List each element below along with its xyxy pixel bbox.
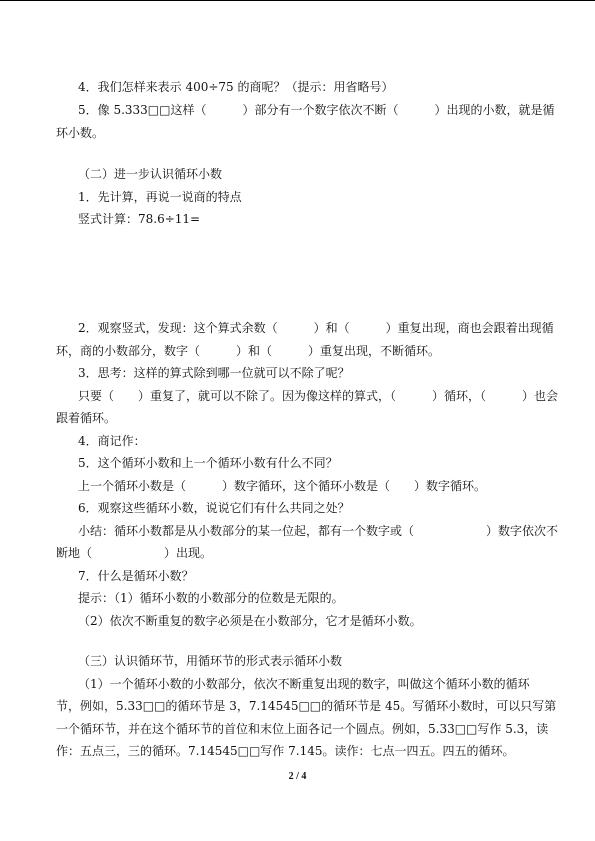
step-5-answer: 上一个循环小数是（ ）数字循环，这个循环小数是（ ）数字循环。 [78,479,487,493]
question-5-cont: 环小数。 [56,126,105,140]
vertical-calc-prompt: 竖式计算：78.6÷11= [78,212,201,226]
definition-para-line-4: 作：五点三，三的循环。7.14545□□写作 7.145。读作：七点一四五。四五的循环。 [56,744,515,758]
step-4: 4．商记作： [78,434,146,448]
definition-para-line-2: 节，例如，5.33□□的循环节是 3，7.14545□□的循环节是 45。写循环小数时，可以只写第 [56,699,557,713]
step-5: 5．这个循环小数和上一个循环小数有什么不同？ [78,456,338,470]
page-number: 2 / 4 [288,771,307,782]
step-6: 6．观察这些循环小数，说说它们有什么共同之处？ [78,501,350,515]
hint-1: 提示：（1）循环小数的小数部分的位数是无限的。 [78,591,344,605]
header-rule [0,0,595,1]
question-5: 5．像 5.333□□这样（ ）部分有一个数字依次不断（ ）出现的小数，就是循 [78,103,555,117]
hint-2: （2）依次不断重复的数字必须是在小数部分，它才是循环小数。 [78,614,422,628]
step-3-answer: 只要（ ）重复了，就可以不除了。因为像这样的算式，（ ）循环，（ ）也会 [78,389,559,403]
step-7: 7．什么是循环小数？ [78,569,194,583]
question-4: 4．我们怎样来表示 400÷75 的商呢？（提示：用省略号） [78,80,394,94]
definition-para: （1）一个循环小数的小数部分，依次不断重复出现的数字，叫做这个循环小数的循环 [78,677,530,691]
definition-para-line-3: 一个循环节，并在这个循环节的首位和末位上面各记一个圆点。例如，5.33□□写作 5.3，读 [56,722,549,736]
summary-cont: 断地（ ）出现。 [56,546,213,560]
step-2: 2．观察竖式，发现：这个算式余数（ ）和（ ）重复出现，商也会跟着出现循 [78,321,554,335]
summary: 小结：循环小数都是从小数部分的某一位起，都有一个数字或（ ）数字依次不 [78,524,559,538]
step-3: 3．思考：这样的算式除到哪一位就可以不除了呢？ [78,366,350,380]
section-heading-2: （二）进一步认识循环小数 [78,167,223,181]
step-1: 1．先计算，再说一说商的特点 [78,190,242,204]
step-2-cont: 环，商的小数部分，数字（ ）和（ ）重复出现，不断循环。 [56,344,441,358]
section-heading-3: （三）认识循环节，用循环节的形式表示循环小数 [78,654,343,668]
step-3-answer-cont: 跟着循环。 [56,411,117,425]
